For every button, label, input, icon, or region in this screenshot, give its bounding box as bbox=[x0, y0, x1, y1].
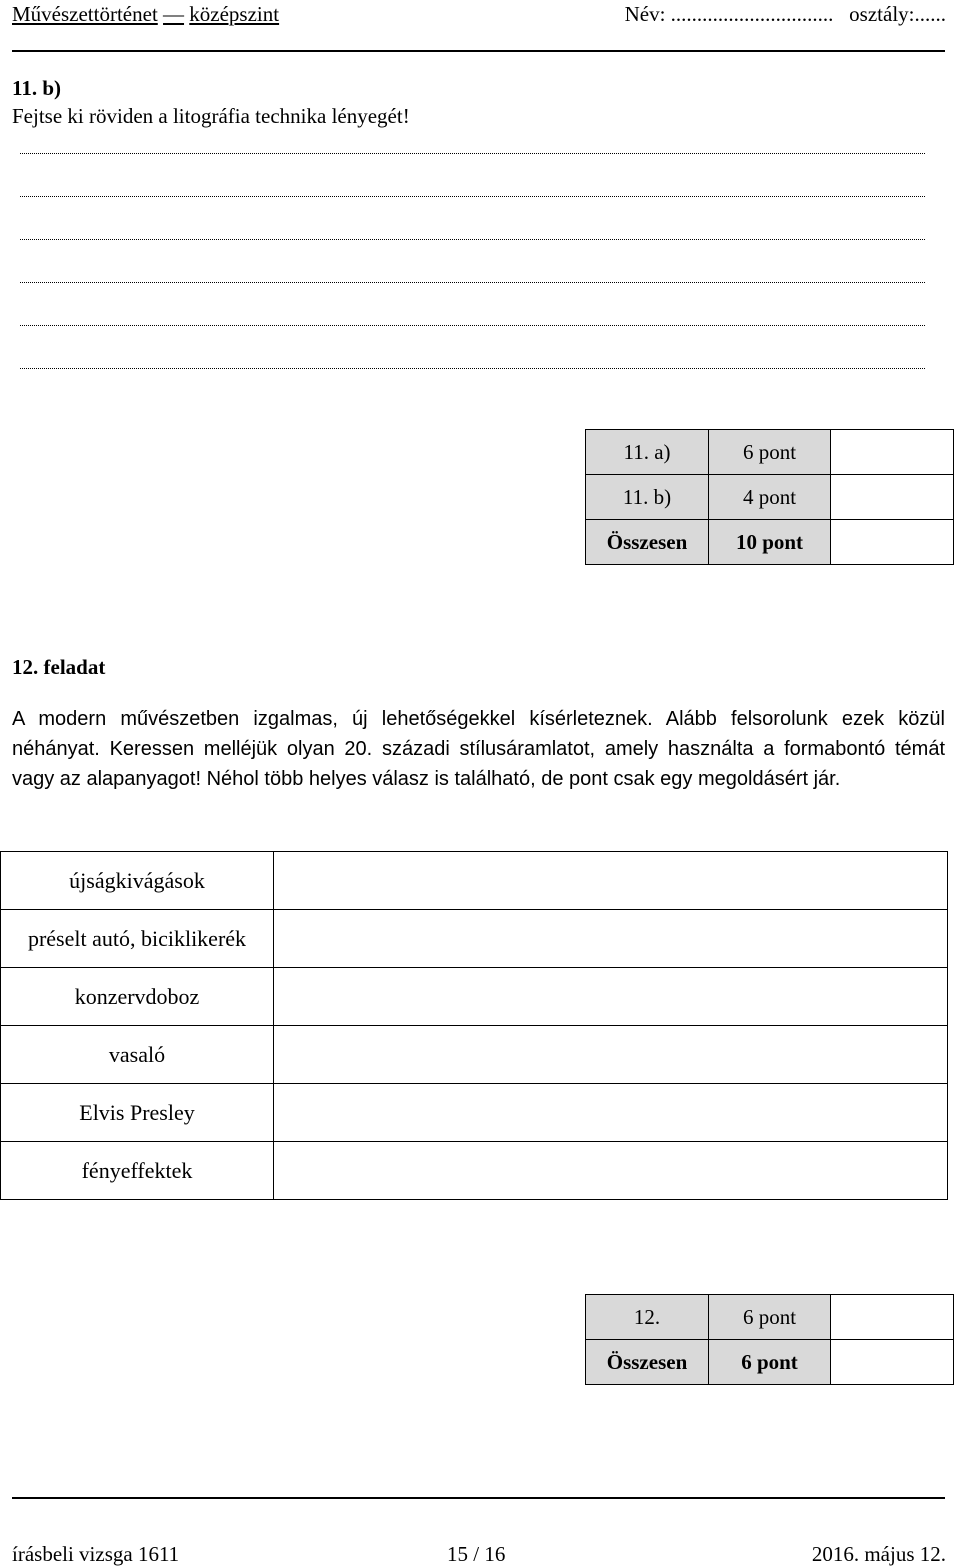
score-row bbox=[586, 1295, 954, 1340]
task-11b-number: 11. b) bbox=[12, 76, 62, 100]
score-total-row bbox=[586, 1340, 954, 1385]
header-student-fields bbox=[625, 2, 946, 27]
answer-row bbox=[1, 1026, 948, 1084]
score-total-earned-cell[interactable] bbox=[831, 1340, 954, 1385]
footer-date: 2016. május 12. bbox=[811, 1542, 946, 1566]
answer-line[interactable] bbox=[20, 196, 925, 197]
answer-cell[interactable] bbox=[274, 1142, 948, 1200]
score-max-points: 6 pont bbox=[709, 1295, 831, 1340]
answer-cell[interactable] bbox=[274, 1084, 948, 1142]
answer-line[interactable] bbox=[20, 153, 925, 154]
answer-line[interactable] bbox=[20, 368, 925, 369]
answer-line[interactable] bbox=[20, 239, 925, 240]
score-total-earned-cell[interactable] bbox=[831, 520, 954, 565]
footer-exam-code: írásbeli vizsga 1611 bbox=[12, 1542, 180, 1566]
item-label: vasaló bbox=[1, 1026, 274, 1084]
score-task-label: 12. bbox=[586, 1295, 709, 1340]
score-table-11 bbox=[585, 429, 954, 565]
name-field-label: Név: ............................... bbox=[624, 2, 834, 26]
header-subject-name: Művészettörténet bbox=[12, 2, 158, 26]
header-divider bbox=[12, 50, 945, 52]
answer-cell[interactable] bbox=[274, 852, 948, 910]
answer-row bbox=[1, 852, 948, 910]
score-earned-cell[interactable] bbox=[831, 1295, 954, 1340]
answer-row bbox=[1, 1142, 948, 1200]
task-12-answer-table bbox=[0, 851, 948, 1200]
task-12-title: 12. feladat bbox=[12, 655, 106, 679]
score-total-max-points: 6 pont bbox=[709, 1340, 831, 1385]
footer-page-number: 15 / 16 bbox=[447, 1542, 506, 1566]
score-task-label: 11. b) bbox=[586, 475, 709, 520]
answer-row bbox=[1, 968, 948, 1026]
header-dash: — bbox=[163, 2, 185, 26]
item-label: újságkivágások bbox=[1, 852, 274, 910]
header-subject bbox=[12, 2, 279, 27]
score-total-label: Összesen bbox=[586, 1340, 709, 1385]
item-label: fényeffektek bbox=[1, 1142, 274, 1200]
item-label: préselt autó, biciklikerék bbox=[1, 910, 274, 968]
score-table-12 bbox=[585, 1294, 954, 1385]
score-max-points: 6 pont bbox=[709, 430, 831, 475]
score-earned-cell[interactable] bbox=[831, 475, 954, 520]
item-label: Elvis Presley bbox=[1, 1084, 274, 1142]
header-level: középszint bbox=[189, 2, 280, 26]
answer-line[interactable] bbox=[20, 325, 925, 326]
score-total-label: Összesen bbox=[586, 520, 709, 565]
score-row bbox=[586, 475, 954, 520]
answer-line[interactable] bbox=[20, 282, 925, 283]
answer-cell[interactable] bbox=[274, 1026, 948, 1084]
score-row bbox=[586, 430, 954, 475]
answer-cell[interactable] bbox=[274, 968, 948, 1026]
score-total-max-points: 10 pont bbox=[709, 520, 831, 565]
footer-divider bbox=[12, 1497, 945, 1499]
answer-row bbox=[1, 1084, 948, 1142]
score-task-label: 11. a) bbox=[586, 430, 709, 475]
score-total-row bbox=[586, 520, 954, 565]
task-11b-prompt: Fejtse ki röviden a litográfia technika lényegét! bbox=[12, 104, 410, 128]
score-max-points: 4 pont bbox=[709, 475, 831, 520]
score-earned-cell[interactable] bbox=[831, 430, 954, 475]
item-label: konzervdoboz bbox=[1, 968, 274, 1026]
task-12-instruction: A modern művészetben izgalmas, új lehetőségekkel kísérleteznek. Alább felsorolunk ezek közül néhányat. Keressen melléjük olyan 20. századi stílusáramlatot, amely használta a formabontó témát vagy az alapanyagot! Néhol több helyes válasz is található, de pont csak egy megoldásért jár. bbox=[12, 708, 945, 790]
answer-row bbox=[1, 910, 948, 968]
class-field-label: osztály:...... bbox=[849, 2, 946, 26]
answer-cell[interactable] bbox=[274, 910, 948, 968]
